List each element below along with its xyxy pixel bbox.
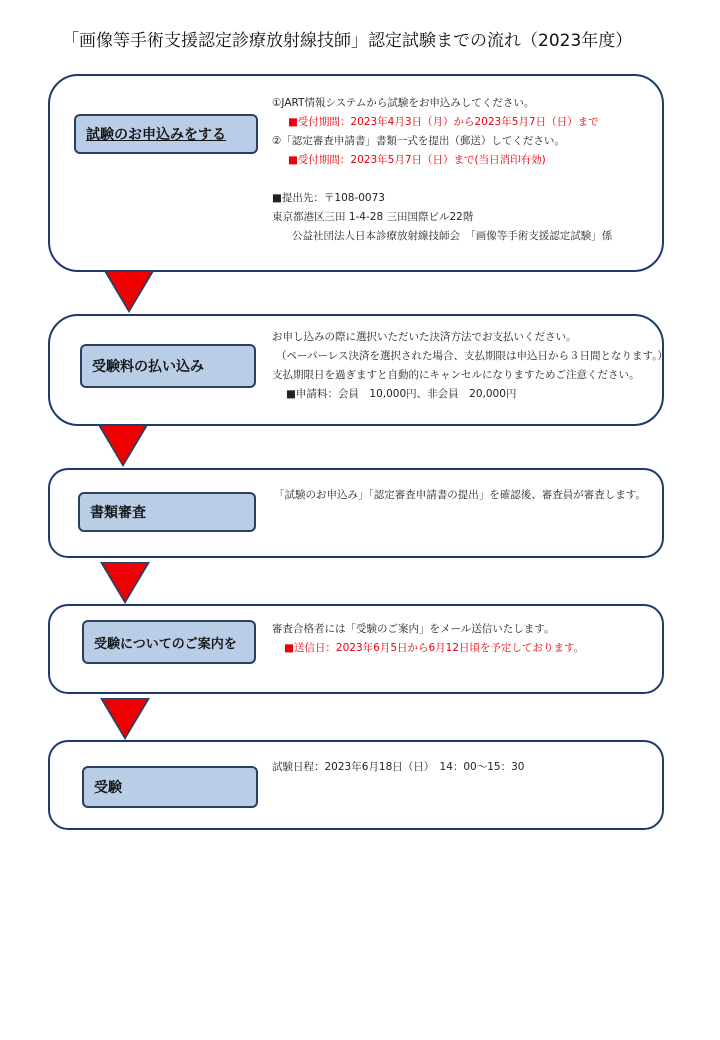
step-label-application: 試験のお申込みをする (74, 114, 258, 154)
step-line-deadline: ■受付期間：2023年5月7日（日）まで(当日消印有効) (288, 154, 546, 166)
step-line: ②「認定審査申請書」書類一式を提出（郵送）してください。 (272, 135, 565, 147)
step-line: 支払期限日を過ぎますと自動的にキャンセルになりますためご注意ください。 (272, 369, 640, 381)
step-line-deadline: ■受付期間：2023年4月3日（月）から2023年5月7日（日）まで (288, 116, 599, 128)
step-line: ■提出先：〒108-0073 (272, 192, 385, 204)
step-line: ■申請料：会員 10,000円、非会員 20,000円 (286, 388, 517, 400)
step-label-notice: 受験についてのご案内を (82, 620, 256, 664)
step-text-notice (272, 620, 584, 658)
step-text-application (272, 94, 612, 246)
step-label-exam: 受験 (82, 766, 258, 808)
step-box-review (48, 468, 664, 558)
step-text-exam (272, 758, 524, 777)
step-text-payment (272, 328, 668, 404)
flow-arrow-down (107, 272, 151, 310)
step-line: 審査合格者には「受験のご案内」をメール送信いたします。 (272, 623, 555, 635)
step-box-notice (48, 604, 664, 694)
step-line-spacer (272, 170, 612, 189)
flow-arrow-down (103, 699, 147, 737)
step-line: 東京都港区三田 1-4-28 三田国際ビル22階 (272, 211, 474, 223)
step-label-review: 書類審査 (78, 492, 256, 532)
flow-arrow-down (101, 426, 145, 464)
step-line: ①JART情報システムから試験をお申込みしてください。 (272, 97, 535, 109)
step-line: 「試験のお申込み」「認定審査申請書の提出」を確認後、審査員が審査します。 (274, 489, 646, 501)
step-text-review (274, 486, 646, 505)
page-title: 「画像等手術支援認定診療放射線技師」認定試験までの流れ（2023年度） (62, 31, 633, 51)
step-box-exam (48, 740, 664, 830)
step-line-send-date: ■送信日：2023年6月5日から6月12日頃を予定しております。 (284, 642, 585, 654)
step-line: （ペーパーレス決済を選択された場合、支払期限は申込日から３日間となります。） (276, 350, 668, 362)
step-label-payment: 受験料の払い込み (80, 344, 256, 388)
step-box-payment (48, 314, 668, 426)
step-line: お申し込みの際に選択いただいた決済方法でお支払いください。 (272, 331, 577, 343)
flow-arrow-down (103, 563, 147, 601)
step-box-application (48, 74, 664, 272)
step-line: 公益社団法人日本診療放射線技師会 「画像等手術支援認定試験」係 (292, 230, 613, 242)
step-line: 試験日程：2023年6月18日（日） 14：00～15：30 (272, 761, 525, 773)
